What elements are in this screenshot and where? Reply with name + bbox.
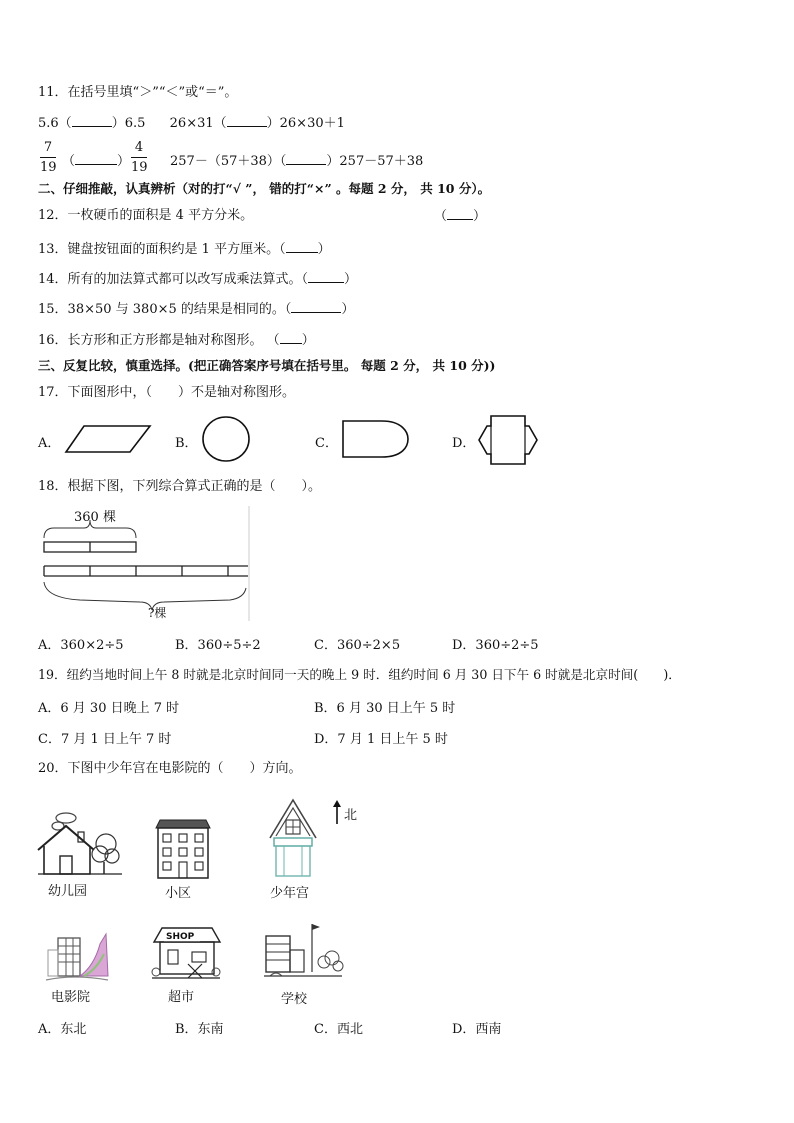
q11-row1 <box>38 114 345 133</box>
q15-text: 15．38×50 与 380×5 的结果是相同的。（ <box>38 302 292 317</box>
circle-shape <box>201 415 253 463</box>
q11-row2-right <box>170 150 423 169</box>
q11-row2-close: ） <box>117 154 131 169</box>
residential-building-icon <box>154 818 212 880</box>
answer-blank[interactable] <box>280 331 302 344</box>
q20-option-b[interactable]: B．东南 <box>175 1022 224 1037</box>
q17-text: 17．下面图形中，（ ）不是轴对称图形。 <box>38 385 296 400</box>
childrens-palace-icon <box>266 798 320 880</box>
q19-text: 19．纽约当地时间上午 8 时就是北京时间同一天的晚上 9 时．组约时间 6 月 30 日下午 6 时就是北京时间( )． <box>38 667 681 682</box>
school-icon <box>262 922 344 984</box>
place-label-childrens-palace: 少年宫 <box>270 886 310 901</box>
q12-open: （ <box>434 209 448 224</box>
kindergarten-icon <box>36 808 126 880</box>
q14-text: 14．所有的加法算式都可以改写成乘法算式。（ <box>38 272 309 287</box>
q20-option-d[interactable]: D．西南 <box>452 1022 502 1037</box>
q11-row1-right-b: ）26×30＋1 <box>266 116 345 131</box>
q19-option-a[interactable]: A．6 月 30 日晚上 7 时 <box>38 701 180 716</box>
q18-option-a[interactable]: A．360×2÷5 <box>38 638 124 653</box>
q19-option-d[interactable]: D．7 月 1 日上午 5 时 <box>314 732 448 747</box>
q11-row1-left-a: 5.6（ <box>38 116 72 131</box>
q17-option-d[interactable]: D． <box>452 436 476 451</box>
shop-sign: SHOP <box>166 932 195 942</box>
north-label: 北 <box>344 808 358 823</box>
double-arrow-cross-shape <box>475 414 541 466</box>
q11-row1-left-b: ）6.5 <box>111 116 146 131</box>
diagram-top-label: 360 棵 <box>74 510 116 525</box>
q12 <box>38 207 253 225</box>
q11-row2-left <box>62 150 130 169</box>
q11-row2-right-b: ）257－57＋38 <box>326 154 424 169</box>
q17-option-b[interactable]: B． <box>175 436 198 451</box>
answer-blank[interactable] <box>308 270 344 283</box>
q13-text: 13．键盘按钮面的面积约是 1 平方厘米。（ <box>38 242 286 257</box>
q18-option-b[interactable]: B．360÷5÷2 <box>175 638 261 653</box>
north-arrow-icon <box>332 800 342 826</box>
answer-blank[interactable] <box>75 152 117 165</box>
q18-text: 18．根据下图，下列综合算式正确的是（ ）。 <box>38 479 322 494</box>
fraction-denominator: 19 <box>40 160 57 175</box>
q18-option-c[interactable]: C．360÷2×5 <box>314 638 401 653</box>
q13-close: ） <box>317 242 331 257</box>
parallelogram-shape <box>64 424 154 454</box>
q16-text: 16．长方形和正方形都是轴对称图形。 （ <box>38 333 280 348</box>
q17-option-a[interactable]: A． <box>38 436 61 451</box>
q16-close: ） <box>301 333 315 348</box>
q11-row2-open: （ <box>62 154 76 169</box>
fraction-4-19 <box>131 140 147 175</box>
q11-row1-right-a: 26×31（ <box>169 116 227 131</box>
place-label-supermarket: 超市 <box>168 990 195 1005</box>
fraction-7-19 <box>40 140 56 175</box>
rounded-end-shape <box>342 420 410 460</box>
q15-close: ） <box>341 302 355 317</box>
answer-blank[interactable] <box>227 114 267 127</box>
place-label-school: 学校 <box>281 992 308 1007</box>
place-label-kindergarten: 幼儿园 <box>48 884 88 899</box>
q17-option-c[interactable]: C． <box>315 436 338 451</box>
fraction-numerator: 7 <box>43 140 53 155</box>
q20-option-c[interactable]: C．西北 <box>314 1022 363 1037</box>
section-2-heading: 二、仔细推敲，认真辨析（对的打“√ ”， 错的打“×” 。每题 2 分， 共 10 分）。 <box>38 181 491 196</box>
fraction-denominator: 19 <box>131 160 148 175</box>
answer-blank[interactable] <box>286 152 326 165</box>
answer-blank[interactable] <box>72 114 112 127</box>
q19-option-b[interactable]: B．6 月 30 日上午 5 时 <box>314 701 456 716</box>
answer-blank[interactable] <box>286 240 318 253</box>
answer-blank[interactable] <box>447 207 473 220</box>
q15 <box>38 300 354 319</box>
q14-close: ） <box>344 272 358 287</box>
q12-text: 12．一枚硬币的面积是 4 平方分米。 <box>38 208 254 223</box>
q13 <box>38 240 331 259</box>
line-segment-diagram <box>40 506 255 621</box>
q20-text: 20．下图中少年宫在电影院的（ ）方向。 <box>38 761 302 776</box>
place-label-residential: 小区 <box>165 886 192 901</box>
section-3-heading: 三、反复比较，慎重选择。(把正确答案序号填在括号里。 每题 2 分， 共 10 分)) <box>38 358 496 373</box>
fraction-numerator: 4 <box>134 140 144 155</box>
q12-answer <box>434 207 486 226</box>
diagram-bottom-label: ?棵 <box>148 606 167 620</box>
q14 <box>38 270 357 289</box>
q18-option-d[interactable]: D．360÷2÷5 <box>452 638 539 653</box>
place-label-cinema: 电影院 <box>51 990 91 1005</box>
q20-option-a[interactable]: A．东北 <box>38 1022 87 1037</box>
q16 <box>38 331 315 350</box>
cinema-icon <box>44 924 110 984</box>
q11-row2-right-a: 257－（57＋38）（ <box>170 154 287 169</box>
answer-blank[interactable] <box>291 300 341 313</box>
q12-close: ） <box>473 209 487 224</box>
q11-title: 11．在括号里填“＞”“＜”或“＝”。 <box>38 85 238 100</box>
q19-option-c[interactable]: C．7 月 1 日上午 7 时 <box>38 732 172 747</box>
